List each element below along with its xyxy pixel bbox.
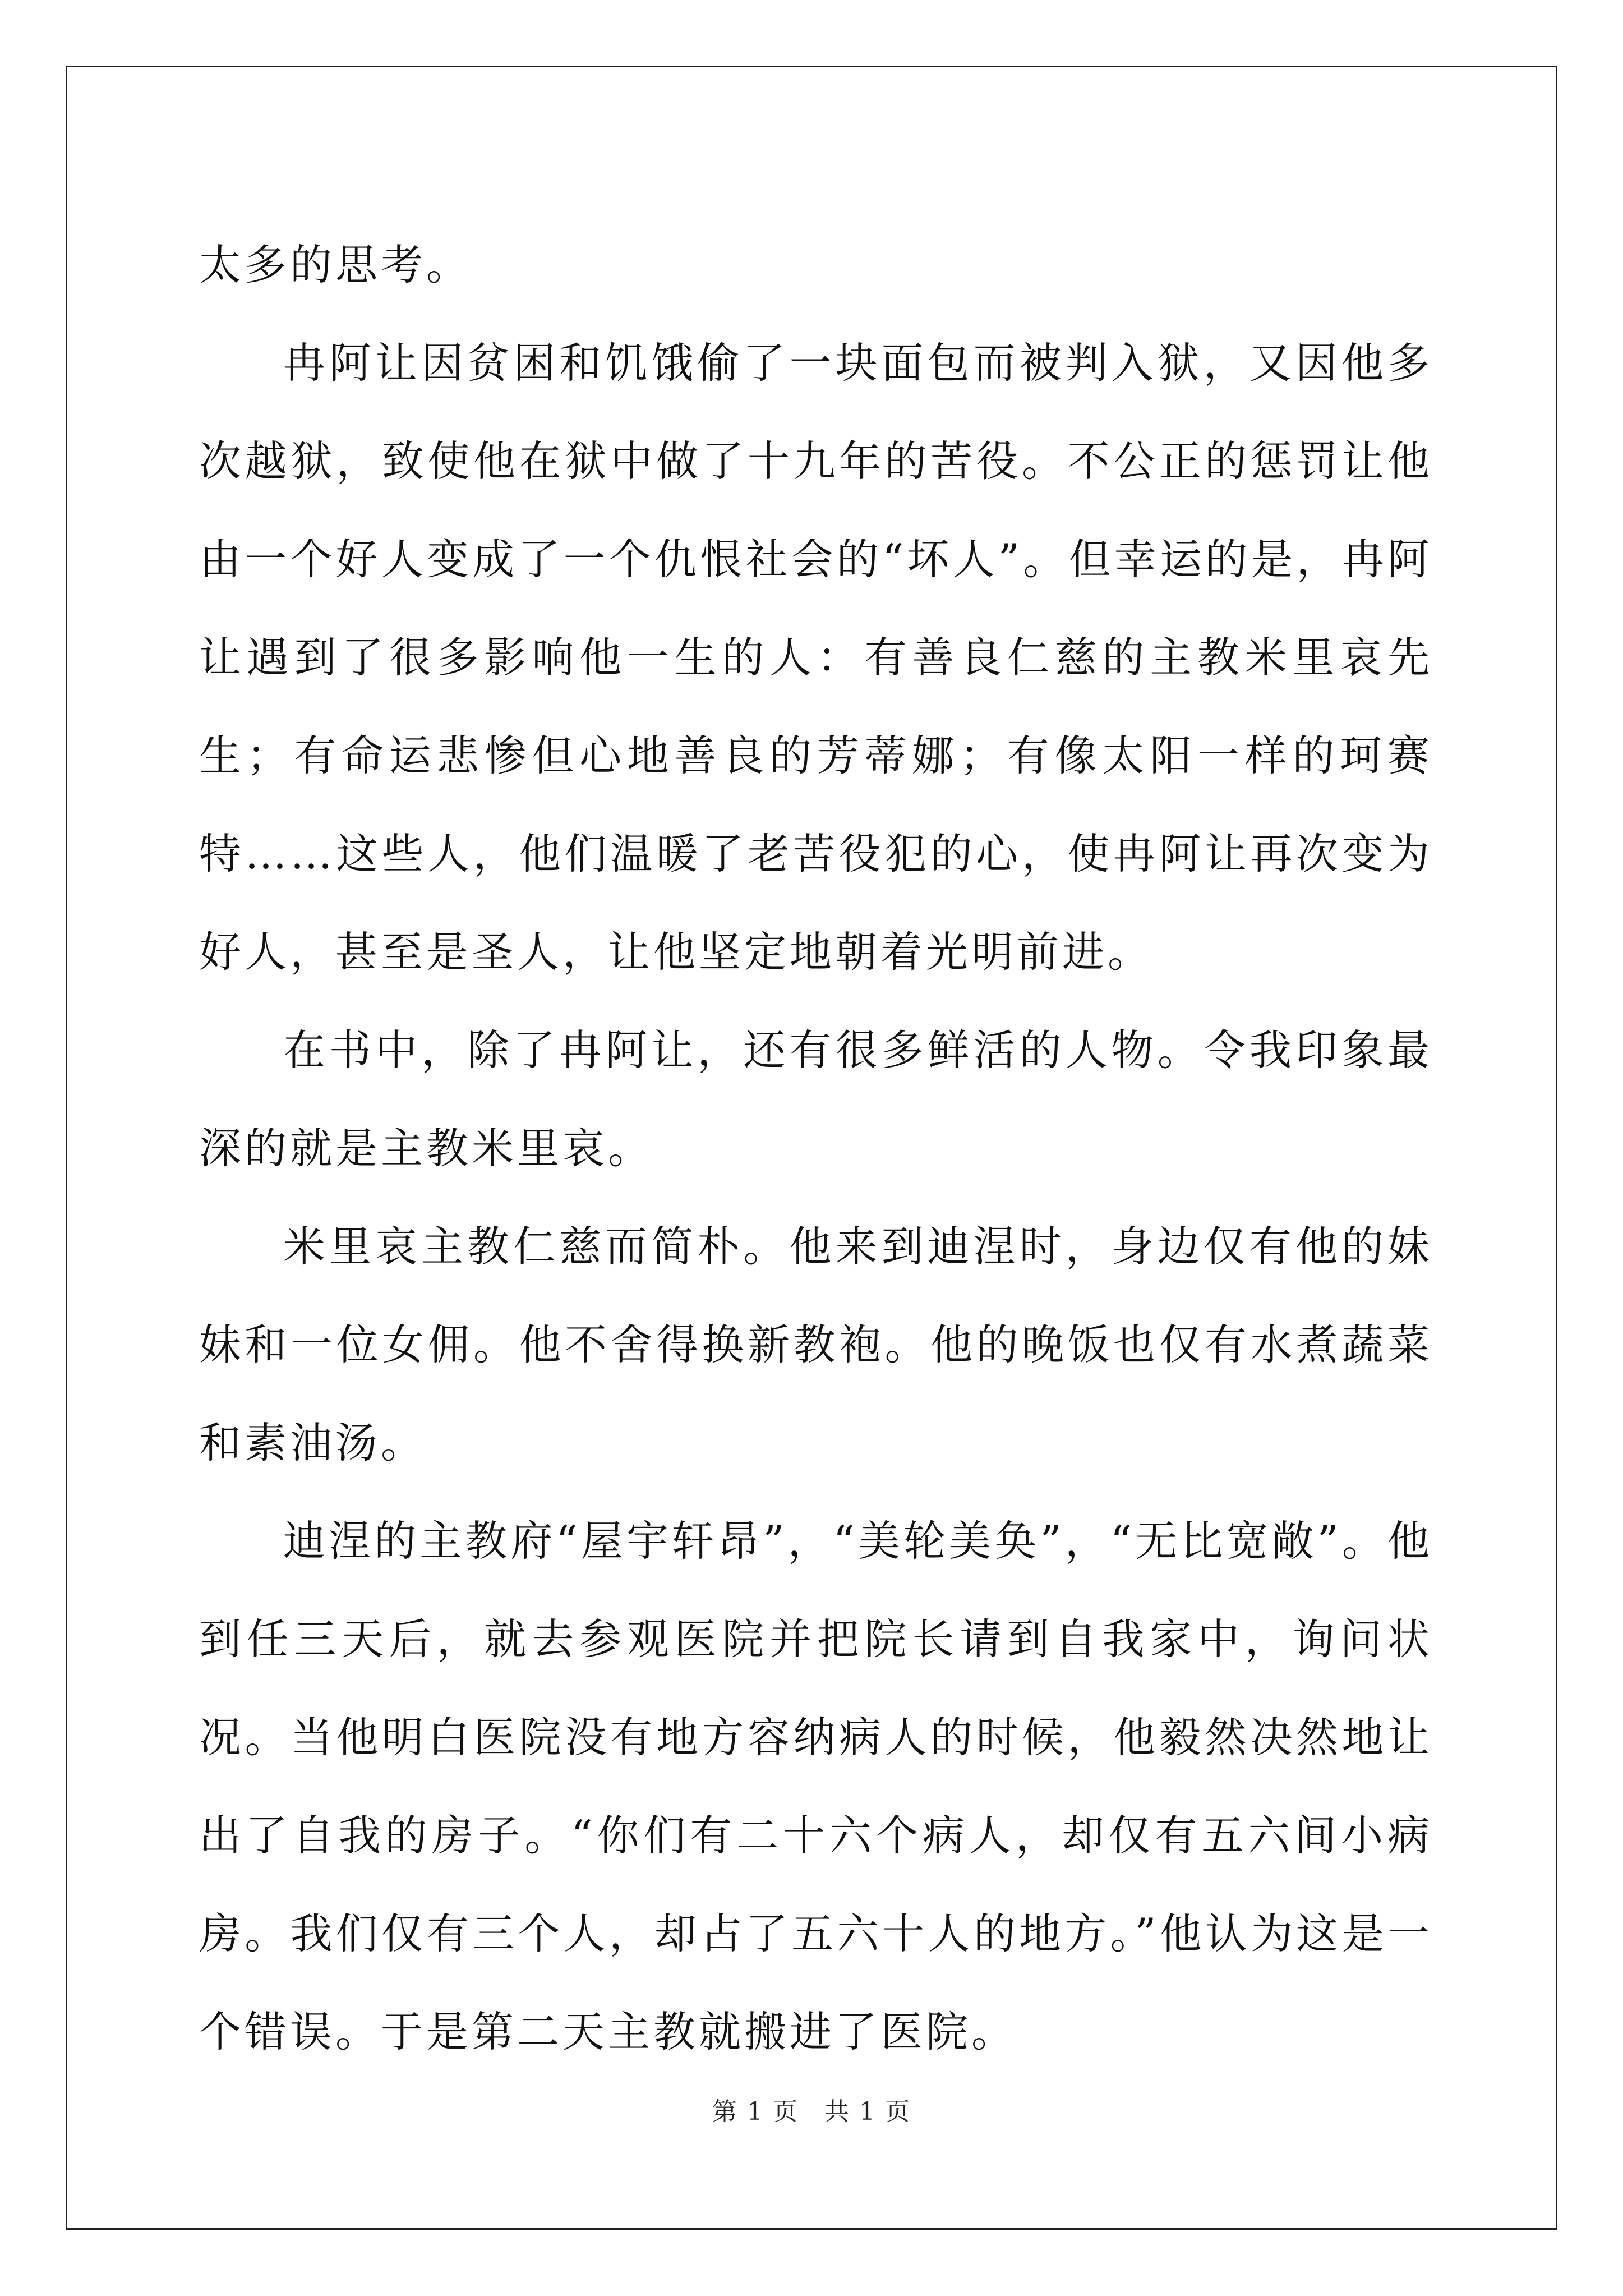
paragraph-2: 冉阿让因贫困和饥饿偷了一块面包而被判入狱，又因他多次越狱，致使他在狱中做了十九年的苦役。不公正的惩罚让他由一个好人变成了一个仇恨社会的“坏人”。但幸运的是，冉阿让遇到了很多影响他一生的人：有善良仁慈的主教米里哀先生；有命运悲惨但心地善良的芳蒂娜；有像太阳一样的珂赛特……这些人，他们温暖了老苦役犯的心，使冉阿让再次变为好人，甚至是圣人，让他坚定地朝着光明前进。 bbox=[199, 338, 1433, 977]
paragraph-4: 米里哀主教仁慈而简朴。他来到迪涅时，身边仅有他的妹妹和一位女佣。他不舍得换新教袍。他的晚饭也仅有水煮蔬菜和素油汤。 bbox=[199, 1222, 1433, 1467]
paragraph-3: 在书中，除了冉阿让，还有很多鲜活的人物。令我印象最深的就是主教米里哀。 bbox=[199, 1025, 1433, 1173]
document-body bbox=[199, 216, 1433, 2081]
paragraph-1: 太多的思考。 bbox=[199, 240, 472, 289]
paragraph-5: 迪涅的主教府“屋宇轩昂”，“美轮美奂”，“无比宽敞”。他到任三天后，就去参观医院并把院长请到自我家中，询问状况。当他明白医院没有地方容纳病人的时候，他毅然决然地让出了自我的房子。“你们有二十六个病人，却仅有五六间小病房。我们仅有三个人，却占了五六十人的地方。”他认为这是一个错误。于是第二天主教就搬进了医院。 bbox=[199, 1516, 1433, 2056]
page-number-footer: 第 1 页 共 1 页 bbox=[712, 2097, 911, 2126]
